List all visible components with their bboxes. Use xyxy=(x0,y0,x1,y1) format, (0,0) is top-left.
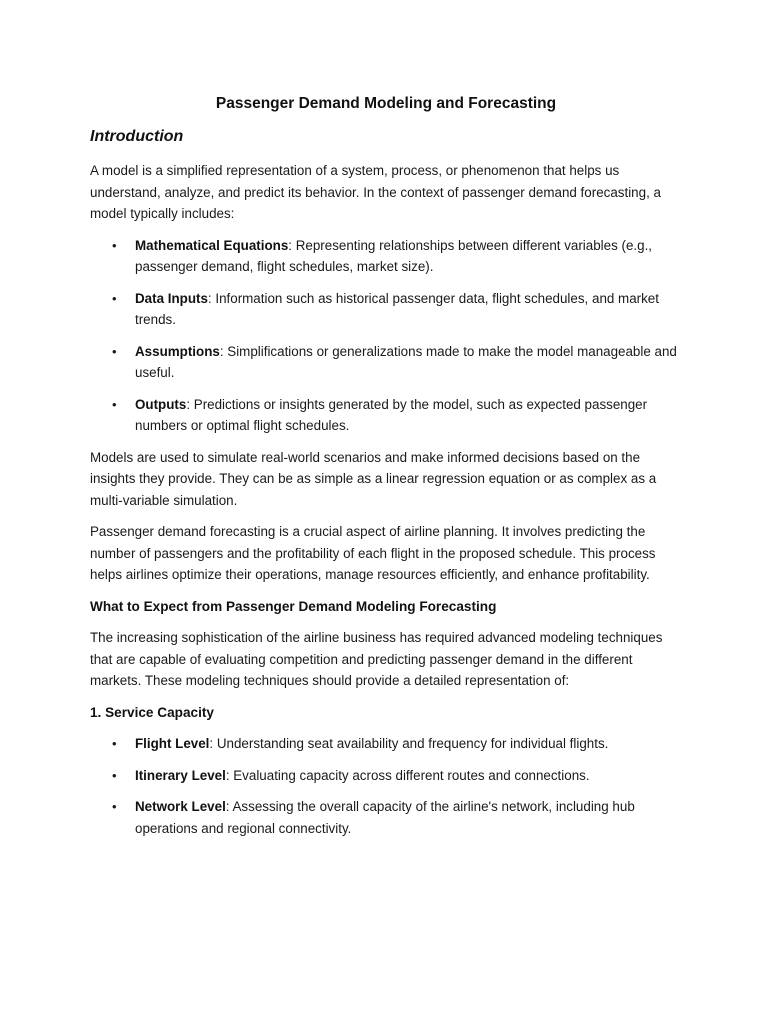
list-item-text: : Representing relationships between different variables (e.g., passenger demand, flight schedules, market size). xyxy=(135,237,653,274)
bullet-icon: • xyxy=(112,799,117,814)
list-item xyxy=(90,235,682,278)
page-title: Passenger Demand Modeling and Forecasting xyxy=(215,95,557,112)
list-item-term: Flight Level xyxy=(135,736,210,751)
model-components-list xyxy=(90,235,682,437)
introduction-heading: Introduction xyxy=(90,128,184,145)
bullet-icon: • xyxy=(112,237,117,253)
list-item-term: Assumptions xyxy=(135,343,220,359)
list-item-term: Mathematical Equations xyxy=(135,237,289,253)
capacity-levels-list xyxy=(90,733,682,839)
list-item-text: : Assessing the overall capacity of the airline's network, including hub operations and regional connectivity. xyxy=(135,799,635,836)
expect-paragraph: The increasing sophistication of the airline business has required advanced modeling techniques that are capable of evaluating competition and predicting passenger demand in the different markets. These modeling techniques should provide a detailed representation of: xyxy=(90,630,663,688)
forecasting-paragraph: Passenger demand forecasting is a crucial aspect of airline planning. It involves predicting the number of passengers and the profitability of each flight in the proposed schedule. This process helps airlines optimize their operations, manage resources efficiently, and enhance profitability. xyxy=(90,524,656,582)
list-item xyxy=(90,796,682,839)
bullet-icon: • xyxy=(112,343,117,359)
list-item-text: : Understanding seat availability and frequency for individual flights. xyxy=(209,736,609,751)
list-item-term: Itinerary Level xyxy=(135,767,226,783)
list-item-text: : Simplifications or generalizations made to make the model manageable and useful. xyxy=(135,343,677,380)
bullet-icon: • xyxy=(112,396,117,412)
list-item xyxy=(90,341,682,384)
expect-heading: What to Expect from Passenger Demand Modeling Forecasting xyxy=(90,598,497,614)
models-paragraph: Models are used to simulate real-world scenarios and make informed decisions based on the insights they provide. They can be as simple as a linear regression equation or as complex as a multi-variable simulation. xyxy=(90,449,657,508)
list-item xyxy=(90,765,682,787)
bullet-icon: • xyxy=(112,736,117,751)
bullet-icon: • xyxy=(112,290,117,306)
service-capacity-heading: 1. Service Capacity xyxy=(90,704,214,720)
list-item xyxy=(90,394,682,437)
list-item-text: : Evaluating capacity across different routes and connections. xyxy=(225,767,590,783)
list-item-term: Data Inputs xyxy=(135,290,208,306)
list-item xyxy=(90,733,682,755)
list-item-text: : Predictions or insights generated by the model, such as expected passenger numbers or optimal flight schedules. xyxy=(135,396,648,433)
list-item-term: Network Level xyxy=(135,799,226,814)
intro-paragraph: A model is a simplified representation of a system, process, or phenomenon that helps us understand, analyze, and predict its behavior. In the context of passenger demand forecasting, a model typically includes: xyxy=(90,163,661,221)
list-item-text: : Information such as historical passenger data, flight schedules, and market trends. xyxy=(135,290,659,327)
document-body xyxy=(90,94,682,849)
list-item-term: Outputs xyxy=(135,396,187,412)
bullet-icon: • xyxy=(112,767,117,783)
list-item xyxy=(90,288,682,331)
